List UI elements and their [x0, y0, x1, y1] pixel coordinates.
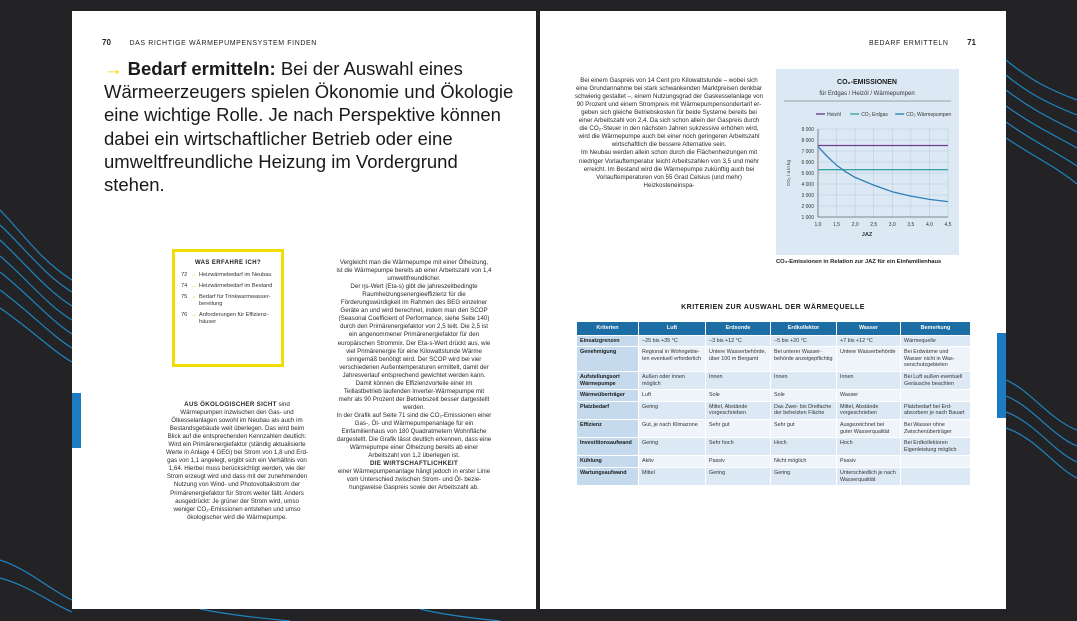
table-header: Luft [639, 322, 706, 336]
info-item-page: 75 [181, 294, 188, 300]
y-tick-label: 9 000 [801, 126, 814, 133]
right-blue-tab [997, 333, 1006, 418]
table-cell: +7 bis +12 °C [837, 335, 901, 347]
table-header: Wasser [837, 322, 901, 336]
table-cell: Hoch [837, 438, 901, 456]
legend-entry: CO₂ Erdgas [861, 112, 888, 118]
table-row [577, 467, 971, 485]
table-cell: Innen [837, 371, 901, 389]
table-header-row [577, 322, 971, 336]
body-text: Bei einem Gaspreis von 14 Cent pro Kilowattstunde – wobei sich eine Grundannahme bei stark schwankenden Marktpreisen denkbar schwierig gestaltet –, einem Nutzungsgrad der Gaskesselanlage von 90 Prozent und einem Strompreis mit Wärmepumpensondertarif ergeben sich gleiche Betriebskosten für beide Systeme bereits bei einer Arbeitszahl von 2,4. Da sich schon allein der Gaspreis durch die CO₂-Steuer in den nächsten Jahren sukzessive erhöhen wird, wird die Wärmepumpe auch bei einer noch geringeren Arbeitszahl wirtschaftlich die bessere Alternative sein. Im Neubau werden allein schon durch die Flächenheizungen mit niedriger Vorlauftemperatur leicht Arbeitszahlen von 3,5 und mehr erreicht. Im Bestand wird die Wärmepumpe zukünftig auch bei Vorlauftemperaturen von 55 Grad Celsius (und mehr) Heizkosteneinspa- [574, 77, 764, 189]
right-page-number: 71 [967, 38, 976, 47]
left-running-title: DAS RICHTIGE WÄRMEPUMPENSYSTEM FINDEN [129, 40, 317, 47]
table-cell: Sole [706, 390, 771, 402]
body-column-2 [336, 251, 492, 492]
criteria-table [576, 321, 971, 486]
x-tick-label: 2,5 [870, 222, 878, 228]
chart-subtitle: für Erdgas / Heizöl / Wärmepumpen [819, 91, 915, 97]
table-cell [901, 467, 971, 485]
table-cell: Passiv [706, 456, 771, 468]
intro-lead: Bedarf ermitteln: [127, 58, 276, 79]
table-row [577, 347, 971, 372]
table-row-header: Wartungsaufwand [577, 467, 639, 485]
table-cell: Sehr hoch [706, 438, 771, 456]
table-row-header: Platzbedarf [577, 401, 639, 419]
info-item[interactable] [181, 272, 275, 279]
arrow-icon: → [191, 283, 197, 289]
y-tick-label: 5 000 [801, 170, 814, 177]
x-tick-label: 1,0 [814, 222, 822, 228]
right-running-title: BEDARF ERMITTELN [868, 40, 949, 47]
table-cell: Regional in Wohngebieten eventuell erforderlich [639, 347, 706, 372]
table-row-header: Kühlung [577, 456, 639, 468]
info-item-page: 72 [181, 272, 188, 278]
left-blue-tab [72, 393, 81, 448]
table-row [577, 438, 971, 456]
arrow-icon: → [191, 312, 197, 318]
table-cell: −25 bis +35 °C [639, 335, 706, 347]
table-header: Bemerkung [901, 322, 971, 336]
table-row [577, 419, 971, 437]
table-cell: Unterschiedlich je nach Wasserqualität [837, 467, 901, 485]
co2-chart [776, 69, 959, 255]
co2-chart-svg [776, 69, 959, 255]
left-page-number: 70 [102, 38, 111, 47]
table-cell: Das Zwei- bis Dreifache der beheizten Fläche [771, 401, 837, 419]
x-axis-label: JAZ [861, 232, 873, 238]
left-running-head [102, 38, 317, 47]
table-cell: Platzbedarf bei Erdabsorbern je nach Bauart [901, 401, 971, 419]
info-item[interactable] [181, 283, 275, 290]
legend-entry: Heizöl [827, 112, 841, 118]
table-cell: Untere Wasserbehörde, über 100 m Bergamt [706, 347, 771, 372]
y-tick-label: 4 000 [801, 181, 814, 188]
info-item-text: Anforderungen für Effizienzhäuser [199, 312, 269, 325]
x-tick-label: 1,5 [833, 222, 841, 228]
table-cell: Mittel, Abstände vorgeschrieben [837, 401, 901, 419]
info-box-title: WAS ERFAHRE ICH? [194, 260, 262, 266]
table-cell: Bei Erdwärme und Wasser nicht in Wasserschutzgebieten [901, 347, 971, 372]
y-tick-label: 1 000 [801, 214, 814, 221]
info-item-text: Bedarf für Trinkwarmwasserbereitung [199, 294, 271, 307]
body-text: Vergleicht man die Wärmepumpe mit einer Ölheizung, ist die Wärmepumpe bereits ab einer Arbeitszahl von 1,4 umweltfreundlicher. Der ηs-Wert (Eta-s) gibt die jahreszeitbedingte Raumheizungsenergieeffizienz für die Förderungswürdigkeit im Rahmen des BEG einzelner Geräte an und wird berechnet, indem man den SCOP (Seasonal Coefficient of Performance, siehe Seite 140) durch den Primärenergiefaktor von 2,5 teilt. Die 2,5 ist ein angenommener Primärenergiefaktor für den europäischen Strommix. Der Eta-s-Wert drückt aus, wie viel Primärenergie für eine Kilowattstunde Wärme sinngemäß benötigt wird. Der SCOP wird bei vier verschiedenen Außentemperaturen ermittelt, damit der Jahresverlauf entsprechend gewichtet werden kann. Damit können die Effizienzvorteile einer im Teillastbetrieb laufenden Inverter-Wärmepumpe mit mehr als 90 Prozent der Betriebszeit besser dargestellt werden. In der Grafik auf Seite 71 sind die CO₂-Emissionen einer Gas-, Öl- und Wärmepumpenanlage für ein Einfamilienhaus von 180 Quadratmetern Wohnfläche dargestellt. Die Grafik lässt deutlich erkennen, dass eine Wärmepumpe einer Ölheizung bereits ab einer Arbeitszahl von 1,2 überlegen ist. [336, 259, 492, 460]
table-cell: Gut, je nach Klimazone [639, 419, 706, 437]
arrow-icon: → [191, 294, 197, 300]
table-row [577, 401, 971, 419]
chart-title: CO₂-EMISSIONEN [837, 79, 897, 86]
table-cell: Nicht möglich [771, 456, 837, 468]
left-page [72, 11, 536, 609]
table-cell: Sehr gut [706, 419, 771, 437]
y-axis-label: CO₂ / a in kg [786, 159, 791, 187]
body-caps-ecology: AUS ÖKOLOGISCHER SICHT [184, 401, 277, 408]
info-item-text: Heizwärmebedarf im Bestand [199, 283, 273, 289]
table-cell: Bei unterer Wasserbehörde anzeigepflichtig [771, 347, 837, 372]
table-row-header: Genehmigung [577, 347, 639, 372]
arrow-icon: → [191, 272, 197, 278]
table-cell: Gering [706, 467, 771, 485]
table-cell: Mittel, Abstände vorgeschrieben [706, 401, 771, 419]
x-tick-label: 2,0 [851, 222, 859, 228]
right-running-head [869, 38, 976, 47]
table-cell: Gering [771, 467, 837, 485]
table-cell: Sole [771, 390, 837, 402]
legend-entry: CO₂ Wärmepumpen [906, 112, 952, 118]
table-cell: Sehr gut [771, 419, 837, 437]
table-cell: Bei Erdkollektoren Eigenleistung möglich [901, 438, 971, 456]
info-box [172, 249, 284, 367]
table-cell: Wasser [837, 390, 901, 402]
table-cell: Innen [706, 371, 771, 389]
table-cell [901, 390, 971, 402]
y-tick-label: 2 000 [801, 203, 814, 210]
info-item-page: 76 [181, 312, 188, 318]
table-row [577, 371, 971, 389]
table-cell: Untere Wasserbehörde [837, 347, 901, 372]
right-body-column [574, 69, 764, 190]
info-item[interactable] [181, 294, 275, 308]
table-row [577, 390, 971, 402]
body-text: einer Wärmepumpenanlage hängt jedoch in erster Linie vom Unterschied zwischen Strom- und Öl- beziehungsweise Gaspreis sowie der Arbeitszahl ab. [337, 468, 491, 492]
table-cell: Hoch [771, 438, 837, 456]
body-caps-economy: DIE WIRTSCHAFTLICHKEIT [369, 460, 459, 468]
info-item-text: Heizwärmebedarf im Neubau [199, 272, 272, 278]
table-row [577, 456, 971, 468]
body-column-1 [166, 401, 308, 522]
table-header: Erdsonde [706, 322, 771, 336]
x-tick-label: 4,5 [944, 222, 952, 228]
table-cell: Gering [639, 401, 706, 419]
table-cell: −5 bis +20 °C [771, 335, 837, 347]
y-tick-label: 3 000 [801, 192, 814, 199]
table-cell: Bei Luft außen eventuell Geräusche beachten [901, 371, 971, 389]
y-tick-label: 8 000 [801, 137, 814, 144]
chart-caption: CO₂-Emissionen in Relation zur JAZ für ein Einfamilienhaus [776, 259, 942, 265]
x-tick-label: 3,0 [888, 222, 896, 228]
table-cell: Luft [639, 390, 706, 402]
table-row-header: Einsatzgrenzen [577, 335, 639, 347]
table-row-header: Effizienz [577, 419, 639, 437]
x-tick-label: 4,0 [925, 222, 933, 228]
right-page [540, 11, 1006, 609]
y-tick-label: 7 000 [801, 148, 814, 155]
table-cell: −3 bis +12 °C [706, 335, 771, 347]
table-row-header: Investitionsaufwand [577, 438, 639, 456]
table-cell: Innen [771, 371, 837, 389]
table-header: Erdkollektor [771, 322, 837, 336]
arrow-icon: → [104, 58, 123, 79]
table-cell: Wärmequelle [901, 335, 971, 347]
body-text: sind Wärmepumpen inzwischen den Gas- und Ölkesselanlagen sowohl im Neubau als auch im Bestandsgebäude weit überlegen. Das wird beim Blick auf die entsprechenden Kennzahlen deutlich: Wird ein Primärenergiefaktor (ständig aktualisierte Werte in Anlage 4 GEG) bei Strom von 1,8 und Erdgas von 1,1 angelegt, ergibt sich ein Verhältnis von 1,64. Hierbei muss berücksichtigt werden, wie der Strom erzeugt wird und dass mit der zunehmenden Nutzung von Wind- und Photovoltaikstrom der Primärenergiefaktor für Strom weiter fällt. Anders ausgedrückt: Je grüner der Strom wird, umso weniger CO₂-Emissionen entstehen und umso ökologischer wird die Wärmepumpe. [166, 401, 308, 521]
table-title: KRITERIEN ZUR AUSWAHL DER WÄRMEQUELLE [681, 304, 865, 311]
x-tick-label: 3,5 [907, 222, 915, 228]
table-cell [901, 456, 971, 468]
table-cell: Außen oder innen möglich [639, 371, 706, 389]
info-item[interactable] [181, 312, 275, 326]
intro-text: Bei der Auswahl eines Wärmeerzeugers spielen Ökonomie und Ökologie eine wichtige Rolle. Je nach Perspektive können dabei ein wirtschaftlicher Betrieb oder eine umweltfreundliche Heizung im Vordergrund stehen. [104, 58, 514, 196]
series-line [818, 147, 948, 202]
y-tick-label: 6 000 [801, 159, 814, 166]
table-row-header: Wärmeüberträger [577, 390, 639, 402]
table-cell: Passiv [837, 456, 901, 468]
table-cell: Aktiv [639, 456, 706, 468]
table-row-header: Aufstellungsort Wärmepumpe [577, 371, 639, 389]
table-cell: Gering [639, 438, 706, 456]
table-cell: Bei Wasser ohne Zwischenüberträger [901, 419, 971, 437]
table-header: Kriterien [577, 322, 639, 336]
intro-paragraph [104, 57, 514, 196]
table-cell: Ausgezeichnet bei guter Wasserqualität [837, 419, 901, 437]
info-item-page: 74 [181, 283, 188, 289]
table-cell: Mittel [639, 467, 706, 485]
table-row [577, 335, 971, 347]
